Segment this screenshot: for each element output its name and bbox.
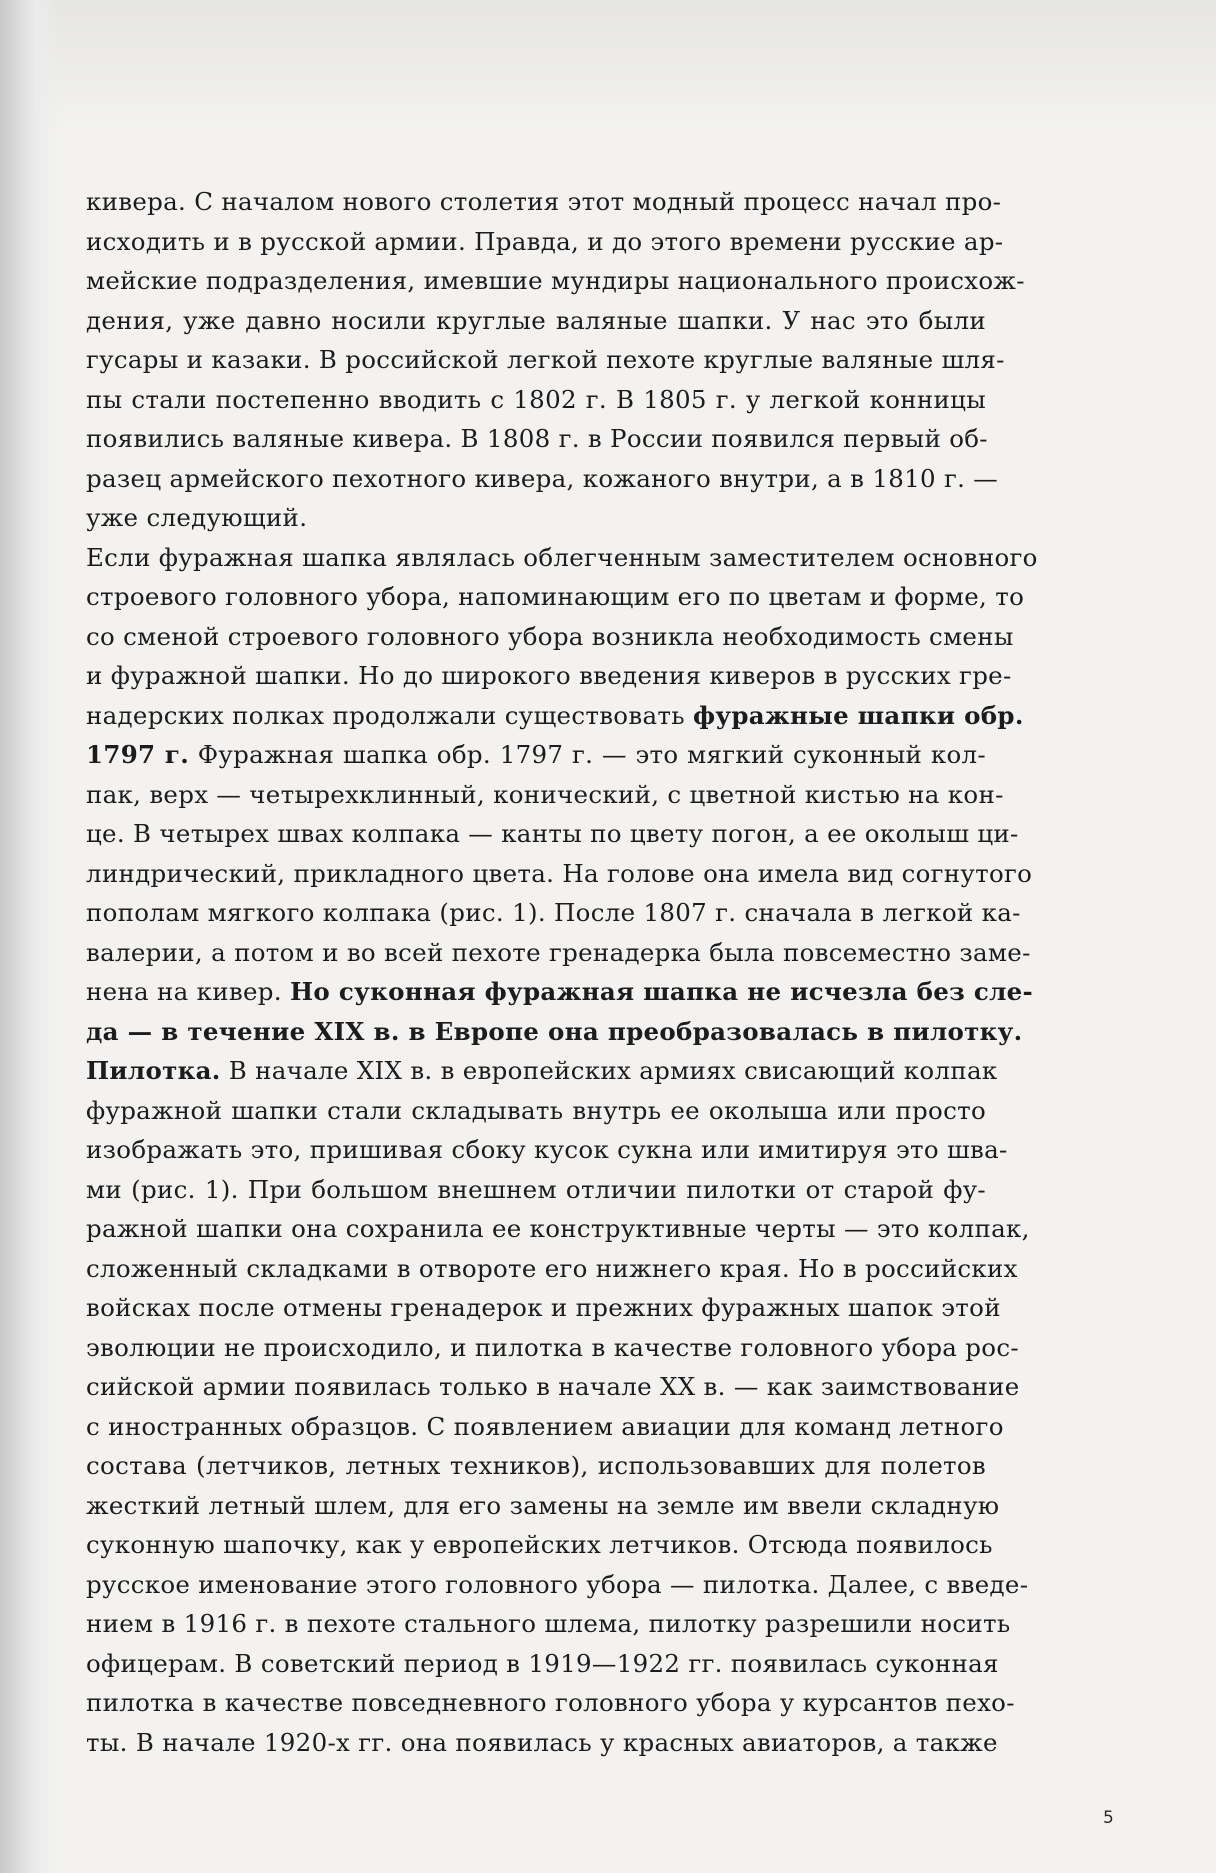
- text-line: [86, 814, 1019, 854]
- text-line: [86, 301, 986, 341]
- text-run: появились валяные кивера. В 1808 г. в России появился первый об-: [86, 424, 988, 453]
- text-line: [86, 854, 1033, 894]
- text-line: [86, 1288, 1001, 1328]
- text-run: офицерам. В советский период в 1919—1922 гг. появилась суконная: [86, 1648, 999, 1678]
- page-top-shade: [0, 0, 1216, 130]
- text-run: пак, верх — четырехклинный, конический, с цветной кистью на кон-: [86, 779, 1004, 809]
- text-run: кивера. С началом нового столетия этот модный процесс начал про-: [86, 187, 1002, 216]
- text-run: нена на кивер.: [86, 977, 290, 1006]
- text-line: [86, 1565, 1029, 1605]
- bold-text-run: Пилотка.: [86, 1056, 221, 1085]
- text-run: Если фуражная шапка являлась облегченным заместителем основного: [86, 542, 1038, 572]
- text-line: [86, 380, 986, 420]
- text-run: мейские подразделения, имевшие мундиры национального происхож-: [86, 266, 1025, 295]
- bold-text-run: да — в течение XIX в. в Европе она преобразовалась в пилотку.: [86, 1016, 1023, 1046]
- bold-text-run: Но суконная фуражная шапка не исчезла без сле-: [289, 977, 1034, 1006]
- text-line: [86, 459, 999, 499]
- text-line: [86, 1051, 998, 1091]
- text-run: В начале XIX в. в европейских армиях свисающий колпак: [220, 1056, 998, 1085]
- text-line: [86, 1446, 986, 1486]
- text-line: [86, 340, 1005, 380]
- text-line: [86, 419, 986, 459]
- text-run: строевого головного убора, напоминающим его по цветам и форме, то: [86, 582, 1025, 611]
- text-line: [86, 1012, 1023, 1052]
- text-line: [86, 893, 1021, 933]
- text-run: с иностранных образцов. С появлением авиации для команд летного: [86, 1411, 1004, 1441]
- text-line: [86, 1683, 1015, 1723]
- text-line: [86, 1604, 1011, 1644]
- text-line: [86, 1723, 998, 1763]
- text-run: це. В четырех швах колпака — канты по цвету погон, а ее околыш ци-: [86, 819, 1019, 848]
- text-run: сийской армии появилась только в начале XX в. — как заимствование: [86, 1372, 1020, 1401]
- text-line: [86, 1328, 1019, 1368]
- text-line: [86, 972, 1034, 1012]
- text-line: [86, 1525, 993, 1565]
- text-run: эволюции не происходило, и пилотка в качестве головного убора рос-: [86, 1332, 1019, 1362]
- text-run: и фуражной шапки. Но до широкого введения киверов в русских гре-: [86, 661, 1012, 690]
- text-run: ражной шапки она сохранила ее конструктивные черты — это колпак,: [86, 1214, 1030, 1243]
- text-line: [86, 577, 1025, 617]
- text-run: ты. В начале 1920-х гг. она появилась у красных авиаторов, а также: [86, 1727, 998, 1757]
- text-line: [86, 1367, 1020, 1407]
- text-line: [86, 656, 1012, 696]
- text-line: [86, 182, 1002, 222]
- bold-text-run: фуражные шапки обр.: [692, 700, 1024, 730]
- text-line: [86, 1486, 1000, 1526]
- text-line: [86, 1209, 1030, 1249]
- text-run: русское именование этого головного убора — пилотка. Далее, с введе-: [86, 1569, 1029, 1599]
- text-line: [86, 1644, 999, 1684]
- text-line: [86, 1249, 1018, 1289]
- text-line: [86, 1091, 986, 1131]
- text-line: [86, 261, 1025, 301]
- text-run: фуражной шапки стали складывать внутрь ее околыша или просто: [86, 1095, 986, 1125]
- text-run: пополам мягкого колпака (рис. 1). После 1807 г. сначала в легкой ка-: [86, 898, 1021, 927]
- text-run: сложенный складками в отвороте его нижнего края. Но в российских: [86, 1253, 1018, 1283]
- text-run: войсках после отмены гренадерок и прежних фуражных шапок этой: [86, 1293, 1001, 1322]
- text-run: разец армейского пехотного кивера, кожаного внутри, а в 1810 г. —: [86, 463, 999, 493]
- text-run: пилотка в качестве повседневного головного убора у курсантов пехо-: [86, 1688, 1015, 1717]
- text-run: суконную шапочку, как у европейских летчиков. Отсюда появилось: [86, 1530, 993, 1559]
- text-run: дения, уже давно носили круглые валяные шапки. У нас это были: [86, 305, 986, 335]
- text-run: состава (летчиков, летных техников), использовавших для полетов: [86, 1451, 986, 1480]
- text-line: [86, 735, 986, 775]
- page-gutter-shadow: [0, 0, 60, 1873]
- text-run: со сменой строевого головного убора возникла необходимость смены: [86, 621, 1014, 651]
- page-number: 5: [1103, 1808, 1114, 1828]
- text-run: Фуражная шапка обр. 1797 г. — это мягкий суконный кол-: [189, 740, 986, 769]
- text-line: [86, 1130, 1008, 1170]
- text-run: пы стали постепенно вводить с 1802 г. В 1805 г. у легкой конницы: [86, 384, 986, 414]
- text-run: нием в 1916 г. в пехоте стального шлема, пилотку разрешили носить: [86, 1609, 1011, 1638]
- text-line: [86, 617, 1014, 657]
- text-run: исходить и в русской армии. Правда, и до этого времени русские ар-: [86, 226, 1004, 256]
- text-line: [86, 538, 1038, 578]
- text-line: [86, 222, 1004, 262]
- text-run: гусары и казаки. В российской легкой пехоте круглые валяные шля-: [86, 345, 1005, 374]
- text-line: [86, 1407, 1004, 1447]
- text-line: [86, 933, 1031, 973]
- text-run: валерии, а потом и во всей пехоте гренадерка была повсеместно заме-: [86, 937, 1031, 967]
- text-line: [86, 775, 1004, 815]
- text-line: [86, 498, 986, 538]
- bold-text-run: 1797 г.: [86, 740, 190, 769]
- text-run: жесткий летный шлем, для его замены на земле им ввели складную: [86, 1490, 1000, 1520]
- text-line: [86, 1170, 986, 1210]
- text-run: надерских полках продолжали существовать: [86, 700, 693, 730]
- text-run: уже следующий.: [86, 503, 308, 532]
- text-run: ми (рис. 1). При большом внешнем отличии пилотки от старой фу-: [86, 1174, 986, 1204]
- text-run: линдрический, прикладного цвета. На голове она имела вид согнутого: [86, 858, 1033, 888]
- body-text: [86, 182, 1038, 1762]
- text-line: [86, 696, 1024, 736]
- text-run: изображать это, пришивая сбоку кусок сукна или имитируя это шва-: [86, 1135, 1008, 1164]
